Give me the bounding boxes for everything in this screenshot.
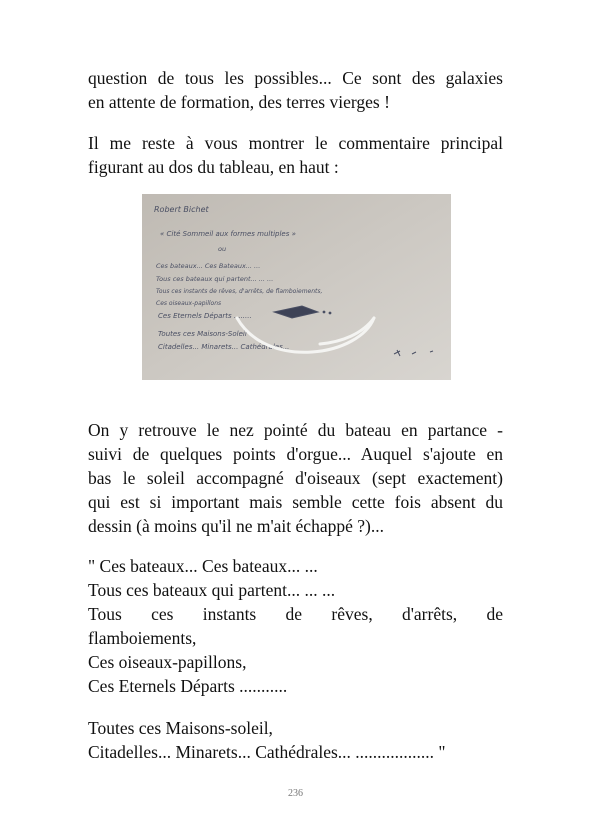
text-line: dessin (à moins qu'il ne m'ait échappé ?)... [88, 516, 384, 536]
poem-stanza-1 [88, 554, 503, 698]
text-line: en attente de formation, des terres vierges ! [88, 92, 390, 112]
handwriting-line: « Cité Sommeil aux formes multiples » [160, 230, 296, 238]
text-line: suivi de quelques points d'orgue... Auquel s'ajoute en [88, 444, 503, 464]
poem-line: Toutes ces Maisons-soleil, [88, 718, 273, 738]
handwriting-line: Ces oiseaux-papillons [156, 300, 222, 307]
handwriting-line: Tous ces instants de rêves, d'arrêts, de flamboiements, [156, 288, 323, 295]
handwritten-note-photo [142, 194, 451, 380]
paragraph-galaxies [88, 66, 503, 114]
poem-line: flamboiements, [88, 628, 197, 648]
handwriting-line: Ces bateaux... Ces Bateaux... ... [156, 262, 261, 270]
handwriting-line: Robert Bichet [154, 205, 209, 214]
handwriting-line: Toutes ces Maisons-Soleil [158, 330, 247, 338]
handwriting-line: Citadelles... Minarets... Cathédrales... [158, 343, 290, 351]
handwriting-line: Tous ces bateaux qui partent... ... ... [156, 275, 274, 283]
text-line: figurant au dos du tableau, en haut : [88, 157, 339, 177]
poem-line: Citadelles... Minarets... Cathédrales... .................. " [88, 742, 446, 762]
text-line: bas le soleil accompagné d'oiseaux (sept exactement) [88, 468, 503, 488]
paragraph-commentary-intro [88, 131, 503, 179]
poem-line: Tous ces bateaux qui partent... ... ... [88, 580, 336, 600]
poem-stanza-2 [88, 716, 503, 764]
text-line: On y retrouve le nez pointé du bateau en partance - [88, 420, 503, 440]
handwriting-line: Ces Eternels Départs ........ [158, 312, 252, 320]
text-line: qui est si important mais semble cette fois absent du [88, 492, 503, 512]
poem-line: Ces oiseaux-papillons, [88, 652, 247, 672]
text-line: question de tous les possibles... Ce sont des galaxies [88, 68, 503, 88]
handwriting-line: ou [218, 245, 227, 253]
poem-line: " Ces bateaux... Ces bateaux... ... [88, 556, 318, 576]
paragraph-boat-description [88, 418, 503, 538]
text-line: Il me reste à vous montrer le commentaire principal [88, 133, 503, 153]
page-number: 236 [288, 788, 303, 799]
poem-line: Ces Eternels Départs ........... [88, 676, 288, 696]
photo-canvas [142, 194, 451, 380]
poem-line: Tous ces instants de rêves, d'arrêts, de [88, 604, 503, 624]
